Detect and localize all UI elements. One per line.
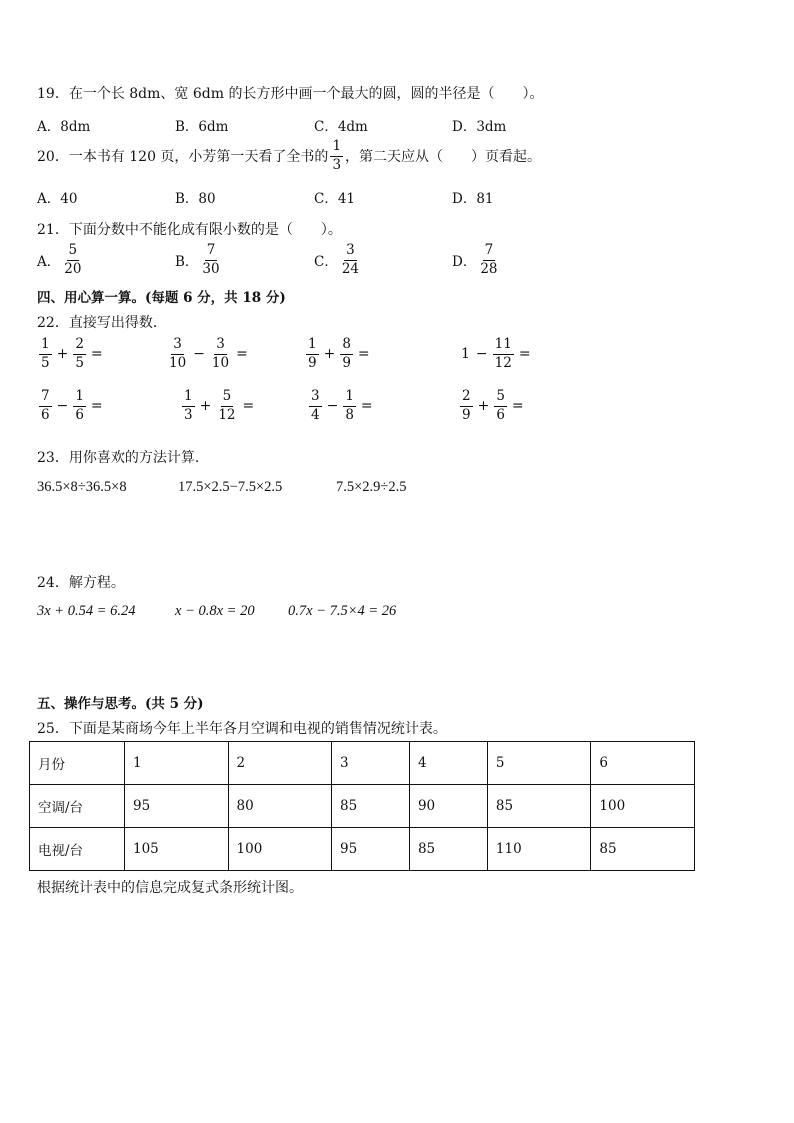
operator: − [193,346,205,362]
fraction-num: 2 [73,338,86,355]
table-cell: 2 [228,742,332,785]
fraction-num: 1 [73,390,86,407]
equals-sign: = [360,398,373,414]
table-cell: 空调/台 [30,785,125,828]
table-cell: 95 [332,828,410,871]
q19-option-c: C．4dm [314,119,368,135]
table-row [30,742,695,785]
operator: − [326,398,339,414]
q19-stem: 19．在一个长 8dm、宽 6dm 的长方形中画一个最大的圆，圆的半径是（ ）。 [37,86,544,102]
fraction-num: 7 [39,390,52,407]
q19-option-b: B．6dm [175,119,229,135]
q21-option-c-fraction [340,244,361,276]
q20-fraction [330,140,343,172]
table-cell: 85 [487,785,591,828]
fraction-den: 8 [345,406,354,423]
equals-sign: = [236,346,248,362]
operator: − [56,398,69,414]
q21-option-a-fraction [62,244,83,276]
fraction-den: 6 [496,406,505,423]
q20-fraction-num: 1 [330,140,343,157]
q21-option-d-label: D． [452,254,477,270]
q22-item-2 [165,338,251,370]
q20-stem-after: ，第二天应从（ ）页看起。 [345,149,542,165]
fraction-num: 3 [344,244,357,261]
fraction-den: 9 [308,354,317,371]
fraction-num: 5 [67,244,80,261]
fraction-den: 6 [41,406,50,423]
fraction-den: 5 [41,354,50,371]
table-cell: 4 [409,742,487,785]
q21-option-d [452,244,502,276]
q23-expression-3: 7.5×2.9÷2.5 [336,479,407,495]
fraction-den: 30 [202,260,220,277]
fraction-den: 9 [462,406,471,423]
q21-option-a [37,244,85,276]
fraction-num: 3 [171,338,184,355]
q20-option-c: C．41 [314,191,356,207]
q20-fraction-den: 3 [332,156,342,173]
table-cell: 电视/台 [30,828,125,871]
fraction-num: 7 [483,244,496,261]
fraction-num: 1 [182,390,195,407]
fraction-den: 10 [169,354,187,371]
equals-sign: = [511,398,524,414]
q20-option-a: A．40 [37,191,78,207]
q21-option-d-fraction [478,244,499,276]
fraction-den: 9 [342,354,351,371]
fraction-den: 12 [494,354,512,371]
table-cell: 1 [125,742,229,785]
q22-stem: 22．直接写出得数． [37,315,167,331]
fraction-num: 1 [306,338,319,355]
table-cell: 月份 [30,742,125,785]
fraction-num: 11 [493,338,514,355]
q21-option-c [314,244,363,276]
fraction-num: 1 [343,390,356,407]
q22-item-1 [37,338,106,370]
q19-option-a: A．8dm [37,119,91,135]
table-cell: 85 [591,828,695,871]
fraction-den: 20 [64,260,82,277]
fraction-num: 2 [460,390,473,407]
table-cell: 3 [332,742,410,785]
equals-sign: = [242,398,255,414]
fraction-num: 7 [205,244,218,261]
q22-item-6 [180,390,257,422]
fraction-den: 12 [218,406,236,423]
table-cell: 85 [332,785,410,828]
table-cell: 100 [228,828,332,871]
fraction-num: 3 [214,338,227,355]
fraction-num: 1 [39,338,52,355]
q21-option-a-label: A． [37,254,61,270]
table-cell: 80 [228,785,332,828]
equals-sign: = [90,398,103,414]
fraction-den: 3 [184,406,193,423]
q23-expression-1: 36.5×8÷36.5×8 [37,479,127,495]
operator: + [199,398,212,414]
q20-option-b: B．80 [175,191,216,207]
table-row [30,828,695,871]
fraction-den: 28 [480,260,498,277]
q21-option-b [175,244,224,276]
q23-expression-2: 17.5×2.5−7.5×2.5 [178,479,283,495]
sales-table [29,741,695,871]
q24-equation-2: x − 0.8x = 20 [175,603,255,619]
q23-stem: 23．用你喜欢的方法计算． [37,450,209,466]
q22-item-8 [458,390,527,422]
table-row [30,785,695,828]
operator: − [475,346,488,362]
equals-sign: = [357,346,370,362]
fraction-den: 5 [75,354,84,371]
operator: + [323,346,336,362]
table-cell: 6 [591,742,695,785]
q24-stem: 24．解方程。 [37,575,125,591]
q21-option-c-label: C． [314,254,338,270]
fraction-den: 6 [75,406,84,423]
table-cell: 95 [125,785,229,828]
q22-item-3 [304,338,373,370]
section-5-heading: 五、操作与思考。(共 5 分) [37,696,204,712]
q21-stem: 21．下面分数中不能化成有限小数的是（ ）。 [37,222,342,238]
q20-stem [37,140,541,172]
q20-stem-before: 20．一本书有 120 页，小芳第一天看了全书的 [37,149,329,165]
fraction-num: 8 [340,338,353,355]
q25-note: 根据统计表中的信息完成复式条形统计图。 [37,880,303,896]
q24-equation-3: 0.7x − 7.5×4 = 26 [288,603,397,619]
equals-sign: = [518,346,531,362]
operator: + [56,346,69,362]
table-cell: 5 [487,742,591,785]
table-cell: 90 [409,785,487,828]
fraction-num: 3 [309,390,322,407]
q21-option-b-fraction [200,244,221,276]
q25-stem: 25．下面是某商场今年上半年各月空调和电视的销售情况统计表。 [37,721,447,737]
fraction-den: 10 [211,354,230,371]
table-cell: 100 [591,785,695,828]
fraction-den: 24 [341,260,360,277]
operator: + [477,398,490,414]
q20-option-d: D．81 [452,191,494,207]
q22-item-4 [458,338,534,370]
fraction-den: 4 [311,406,320,423]
table-cell: 105 [125,828,229,871]
q24-equation-1: 3x + 0.54 = 6.24 [37,603,136,619]
q21-option-b-label: B． [175,254,199,270]
lead-number: 1 [461,346,470,362]
fraction-num: 5 [494,390,507,407]
table-cell: 85 [409,828,487,871]
table-cell: 110 [487,828,591,871]
q22-item-5 [37,390,106,422]
fraction-num: 5 [221,390,234,407]
q22-item-7 [307,390,376,422]
q19-option-d: D．3dm [452,119,507,135]
section-4-heading: 四、用心算一算。(每题 6 分，共 18 分) [37,290,286,306]
equals-sign: = [90,346,103,362]
